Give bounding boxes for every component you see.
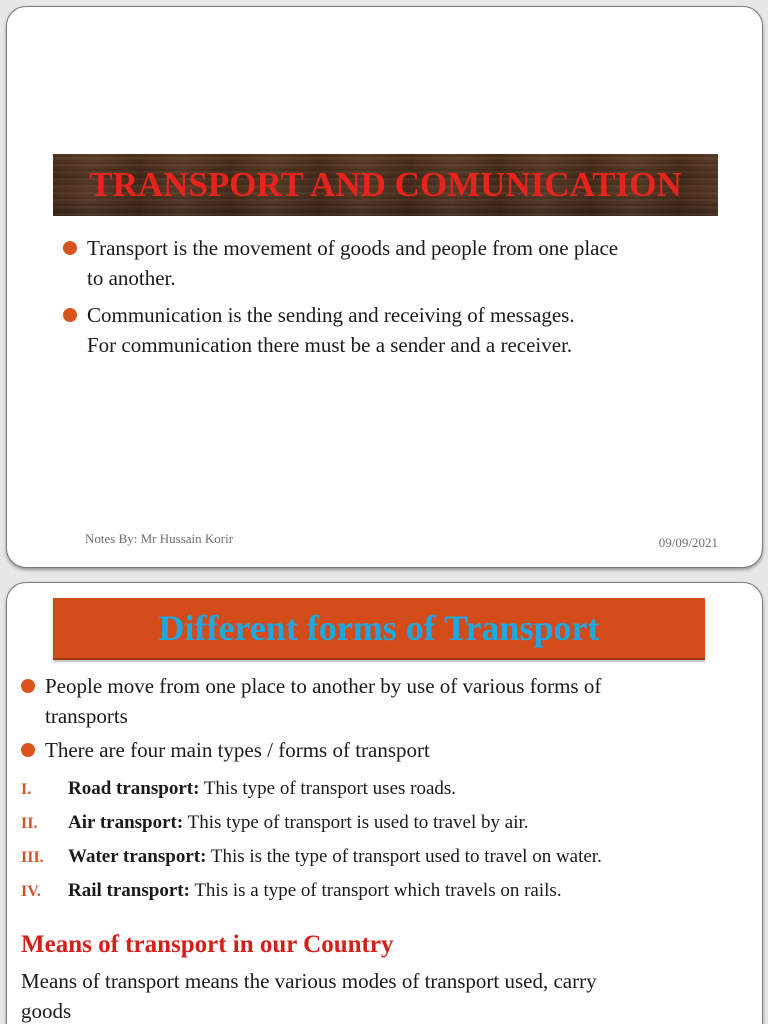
bullet-line: For communication there must be a sender and a receiver. bbox=[87, 333, 573, 357]
bullet-line: There are four main types / forms of transport bbox=[45, 738, 430, 762]
slide-title-banner bbox=[53, 154, 718, 216]
transport-type-item bbox=[21, 878, 761, 904]
transport-type-name: Road transport: bbox=[68, 778, 200, 799]
transport-type-desc: This type of transport is used to travel by air. bbox=[183, 812, 529, 833]
bullet-dot-icon bbox=[21, 743, 35, 757]
slide-transport-and-communication bbox=[6, 6, 763, 568]
bullet-line: transports bbox=[45, 704, 128, 728]
list-item bbox=[21, 671, 751, 731]
paragraph-line: goods bbox=[21, 999, 72, 1023]
footer-author: Notes By: Mr Hussain Korir bbox=[85, 531, 234, 546]
list-item bbox=[63, 233, 743, 293]
roman-numeral: III. bbox=[21, 849, 44, 866]
section-heading: Means of transport in our Country bbox=[21, 931, 394, 958]
list-item bbox=[63, 300, 743, 360]
transport-type-item bbox=[21, 810, 761, 836]
bullet-list bbox=[63, 233, 743, 367]
transport-type-name: Rail transport: bbox=[68, 880, 190, 901]
bullet-dot-icon bbox=[63, 308, 77, 322]
transport-types-list bbox=[21, 776, 761, 912]
transport-type-name: Air transport: bbox=[68, 812, 184, 833]
slide-title-banner bbox=[53, 598, 705, 660]
transport-type-item bbox=[21, 776, 761, 802]
section-paragraph bbox=[21, 966, 751, 1024]
bullet-line: Transport is the movement of goods and people from one place bbox=[87, 236, 619, 260]
slide-title: Different forms of Transport bbox=[158, 608, 600, 648]
bullet-list bbox=[21, 671, 751, 769]
transport-type-item bbox=[21, 844, 761, 870]
roman-numeral: II. bbox=[21, 815, 38, 832]
roman-numeral: IV. bbox=[21, 883, 41, 900]
transport-type-desc: This is the type of transport used to travel on water. bbox=[206, 846, 602, 867]
footer-date: 09/09/2021 bbox=[658, 535, 718, 550]
bullet-line: People move from one place to another by use of various forms of bbox=[45, 674, 602, 698]
slide-forms-of-transport bbox=[6, 582, 763, 1024]
transport-type-desc: This is a type of transport which travels on rails. bbox=[189, 880, 562, 901]
transport-type-desc: This type of transport uses roads. bbox=[199, 778, 457, 799]
bullet-line: to another. bbox=[87, 266, 176, 290]
slide-title: TRANSPORT AND COMUNICATION bbox=[89, 165, 682, 204]
transport-type-name: Water transport: bbox=[68, 846, 207, 867]
paragraph-line: Means of transport means the various modes of transport used, carry bbox=[21, 969, 597, 993]
bullet-dot-icon bbox=[63, 241, 77, 255]
roman-numeral: I. bbox=[21, 781, 32, 798]
bullet-line: Communication is the sending and receiving of messages. bbox=[87, 303, 575, 327]
list-item bbox=[21, 735, 751, 765]
bullet-dot-icon bbox=[21, 679, 35, 693]
